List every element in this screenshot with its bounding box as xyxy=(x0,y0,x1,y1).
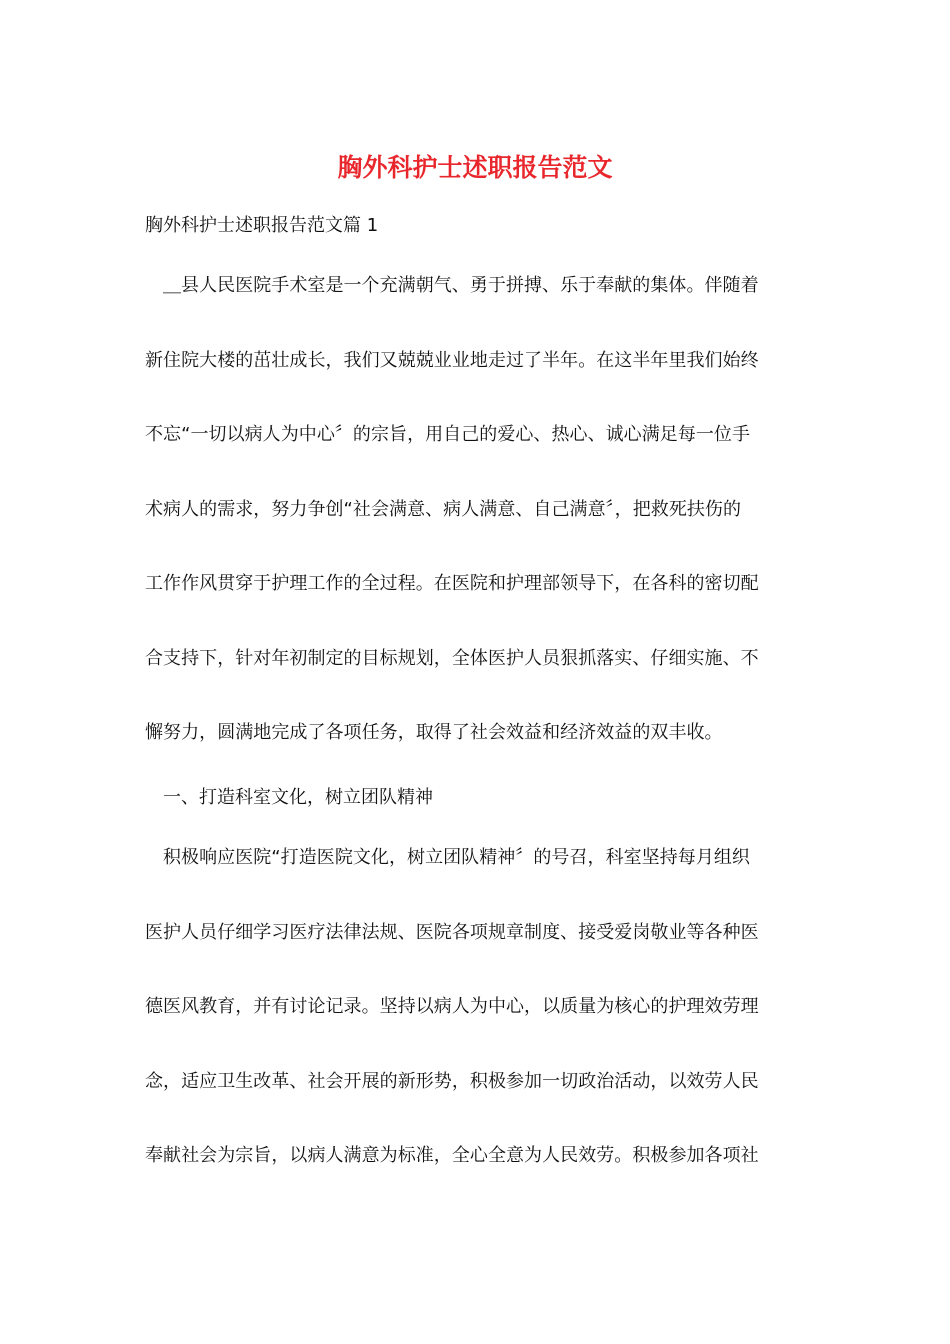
paragraph-line: 合支持下，针对年初制定的目标规划，全体医护人员狠抓落实、仔细实施、不 xyxy=(145,647,759,669)
paragraph-line: 术病人的需求，努力争创“社会满意、病人满意、自己满意〞，把救死扶伤的 xyxy=(145,498,742,520)
paragraph-line: 念，适应卫生改革、社会开展的新形势，积极参加一切政治活动，以效劳人民 xyxy=(145,1070,759,1092)
paragraph-1 xyxy=(145,249,805,771)
paragraph-line: 工作作风贯穿于护理工作的全过程。在医院和护理部领导下，在各科的密切配 xyxy=(145,573,759,594)
document-title: 胸外科护士述职报告范文 xyxy=(337,153,613,182)
paragraph-line: 懈努力，圆满地完成了各项任务，取得了社会效益和经济效益的双丰收。 xyxy=(145,722,723,743)
section-heading-1: 一、打造科室文化，树立团队精神 xyxy=(163,787,433,808)
paragraph-line: 德医风教育，并有讨论记录。坚持以病人为中心，以质量为核心的护理效劳理 xyxy=(145,996,759,1017)
paragraph-line: 积极响应医院“打造医院文化，树立团队精神〞的号召，科室坚持每月组织 xyxy=(163,847,750,868)
paragraph-2 xyxy=(145,821,805,1194)
paragraph-line: 奉献社会为宗旨，以病人满意为标准，全心全意为人民效劳。积极参加各项社 xyxy=(145,1145,759,1166)
paragraph-line: ＿县人民医院手术室是一个充满朝气、勇于拼搏、乐于奉献的集体。伴随着 xyxy=(163,275,759,296)
paragraph-line: 新住院大楼的茁壮成长，我们又兢兢业业地走过了半年。在这半年里我们始终 xyxy=(145,349,759,371)
paragraph-line: 不忘“一切以病人为中心〞的宗旨，用自己的爱心、热心、诚心满足每一位手 xyxy=(145,424,751,445)
paragraph-line: 医护人员仔细学习医疗法律法规、医院各项规章制度、接受爱岗敬业等各种医 xyxy=(145,921,759,943)
document-subtitle: 胸外科护士述职报告范文篇 1 xyxy=(145,215,379,236)
